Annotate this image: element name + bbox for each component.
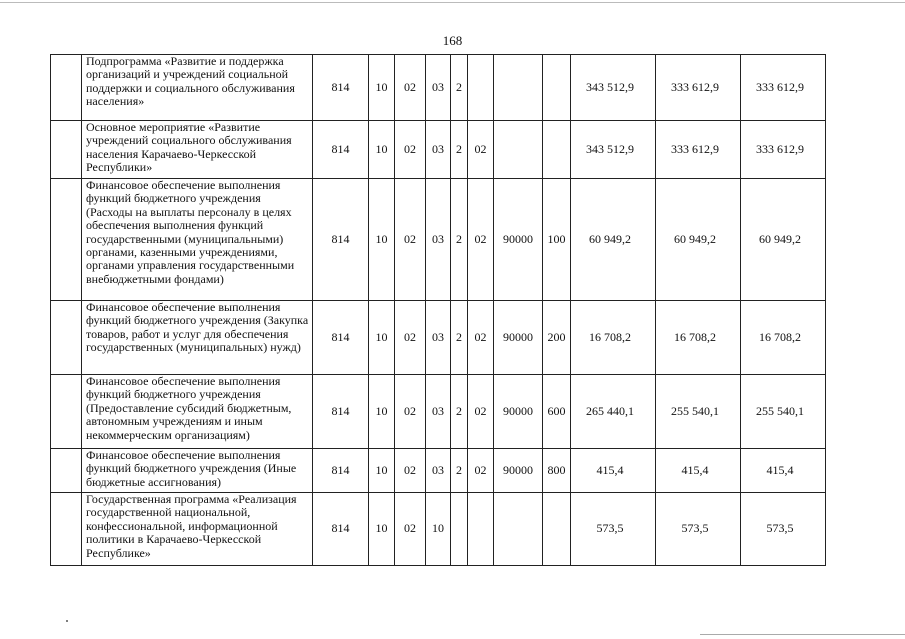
subsection-cell: 02	[395, 493, 426, 566]
program-cell: 03	[426, 449, 451, 493]
row-index-cell	[51, 55, 82, 121]
row-index-cell	[51, 179, 82, 301]
kved-cell: 814	[313, 375, 369, 449]
item-name-cell: Подпрограмма «Развитие и поддержка организаций и учреждений социальной поддержки и социального обслуживания населения»	[82, 55, 313, 121]
kved-cell: 814	[313, 301, 369, 375]
amount-year-1-cell: 16 708,2	[571, 301, 656, 375]
amount-year-2-cell: 415,4	[656, 449, 741, 493]
direction-cell	[494, 55, 543, 121]
row-index-cell	[51, 493, 82, 566]
direction-cell: 90000	[494, 375, 543, 449]
section-cell: 10	[369, 55, 395, 121]
kved-cell: 814	[313, 449, 369, 493]
subprogram-cell: 2	[451, 179, 468, 301]
event-cell: 02	[468, 449, 494, 493]
budget-table	[50, 54, 826, 566]
table-row	[51, 55, 826, 121]
amount-year-2-cell: 16 708,2	[656, 301, 741, 375]
amount-year-3-cell: 415,4	[741, 449, 826, 493]
amount-year-1-cell: 573,5	[571, 493, 656, 566]
row-index-cell	[51, 449, 82, 493]
amount-year-2-cell: 255 540,1	[656, 375, 741, 449]
program-cell: 03	[426, 301, 451, 375]
section-cell: 10	[369, 375, 395, 449]
subprogram-cell	[451, 493, 468, 566]
kved-cell: 814	[313, 121, 369, 179]
event-cell	[468, 493, 494, 566]
scan-speck	[66, 620, 68, 622]
subprogram-cell: 2	[451, 449, 468, 493]
kved-cell: 814	[313, 179, 369, 301]
table-row	[51, 179, 826, 301]
section-cell: 10	[369, 493, 395, 566]
expense-type-cell	[543, 493, 571, 566]
expense-type-cell: 200	[543, 301, 571, 375]
amount-year-2-cell: 333 612,9	[656, 55, 741, 121]
item-name-cell: Основное мероприятие «Развитие учреждений социального обслуживания населения Карачаево-Черкесской Республики»	[82, 121, 313, 179]
amount-year-1-cell: 343 512,9	[571, 121, 656, 179]
program-cell: 03	[426, 121, 451, 179]
event-cell: 02	[468, 375, 494, 449]
item-name-cell: Финансовое обеспечение выполнения функций бюджетного учреждения (Иные бюджетные ассигнования)	[82, 449, 313, 493]
scan-top-edge	[0, 2, 905, 3]
subprogram-cell: 2	[451, 55, 468, 121]
subsection-cell: 02	[395, 375, 426, 449]
program-cell: 03	[426, 179, 451, 301]
amount-year-1-cell: 343 512,9	[571, 55, 656, 121]
table-row	[51, 493, 826, 566]
amount-year-3-cell: 573,5	[741, 493, 826, 566]
amount-year-2-cell: 573,5	[656, 493, 741, 566]
event-cell: 02	[468, 121, 494, 179]
event-cell: 02	[468, 301, 494, 375]
section-cell: 10	[369, 121, 395, 179]
amount-year-2-cell: 333 612,9	[656, 121, 741, 179]
kved-cell: 814	[313, 493, 369, 566]
amount-year-1-cell: 415,4	[571, 449, 656, 493]
subprogram-cell: 2	[451, 375, 468, 449]
budget-table-body	[51, 55, 826, 566]
amount-year-1-cell: 60 949,2	[571, 179, 656, 301]
subsection-cell: 02	[395, 55, 426, 121]
amount-year-3-cell: 333 612,9	[741, 55, 826, 121]
program-cell: 03	[426, 375, 451, 449]
subprogram-cell: 2	[451, 301, 468, 375]
page-number: 168	[442, 33, 463, 48]
expense-type-cell: 600	[543, 375, 571, 449]
subsection-cell: 02	[395, 121, 426, 179]
expense-type-cell	[543, 55, 571, 121]
program-cell: 10	[426, 493, 451, 566]
item-name-cell: Финансовое обеспечение выполнения функций бюджетного учреждения (Закупка товаров, работ и услуг для обеспечения государственных (муниципальных) нужд)	[82, 301, 313, 375]
item-name-cell: Финансовое обеспечение выполнения функций бюджетного учреждения (Предоставление субсидий бюджетным, автономным учреждениям и иным некоммерческим организациям)	[82, 375, 313, 449]
event-cell: 02	[468, 179, 494, 301]
table-row	[51, 121, 826, 179]
subsection-cell: 02	[395, 179, 426, 301]
expense-type-cell: 800	[543, 449, 571, 493]
program-cell: 03	[426, 55, 451, 121]
row-index-cell	[51, 375, 82, 449]
direction-cell: 90000	[494, 449, 543, 493]
subsection-cell: 02	[395, 449, 426, 493]
direction-cell	[494, 121, 543, 179]
event-cell	[468, 55, 494, 121]
table-row	[51, 449, 826, 493]
direction-cell: 90000	[494, 301, 543, 375]
expense-type-cell: 100	[543, 179, 571, 301]
row-index-cell	[51, 301, 82, 375]
amount-year-2-cell: 60 949,2	[656, 179, 741, 301]
table-row	[51, 301, 826, 375]
direction-cell: 90000	[494, 179, 543, 301]
amount-year-3-cell: 255 540,1	[741, 375, 826, 449]
table-row	[51, 375, 826, 449]
section-cell: 10	[369, 179, 395, 301]
amount-year-3-cell: 16 708,2	[741, 301, 826, 375]
subprogram-cell: 2	[451, 121, 468, 179]
expense-type-cell	[543, 121, 571, 179]
section-cell: 10	[369, 449, 395, 493]
amount-year-1-cell: 265 440,1	[571, 375, 656, 449]
scan-bottom-edge	[700, 634, 905, 635]
row-index-cell	[51, 121, 82, 179]
amount-year-3-cell: 60 949,2	[741, 179, 826, 301]
item-name-cell: Государственная программа «Реализация государственной национальной, конфессиональной, информационной политики в Карачаево-Черкесской Республике»	[82, 493, 313, 566]
amount-year-3-cell: 333 612,9	[741, 121, 826, 179]
item-name-cell: Финансовое обеспечение выполнения функций бюджетного учреждения (Расходы на выплаты персоналу в целях обеспечения выполнения функций государственными (муниципальными) органами, казенными учреждениями, органами управления государственными внебюджетными фондами)	[82, 179, 313, 301]
direction-cell	[494, 493, 543, 566]
subsection-cell: 02	[395, 301, 426, 375]
section-cell: 10	[369, 301, 395, 375]
kved-cell: 814	[313, 55, 369, 121]
